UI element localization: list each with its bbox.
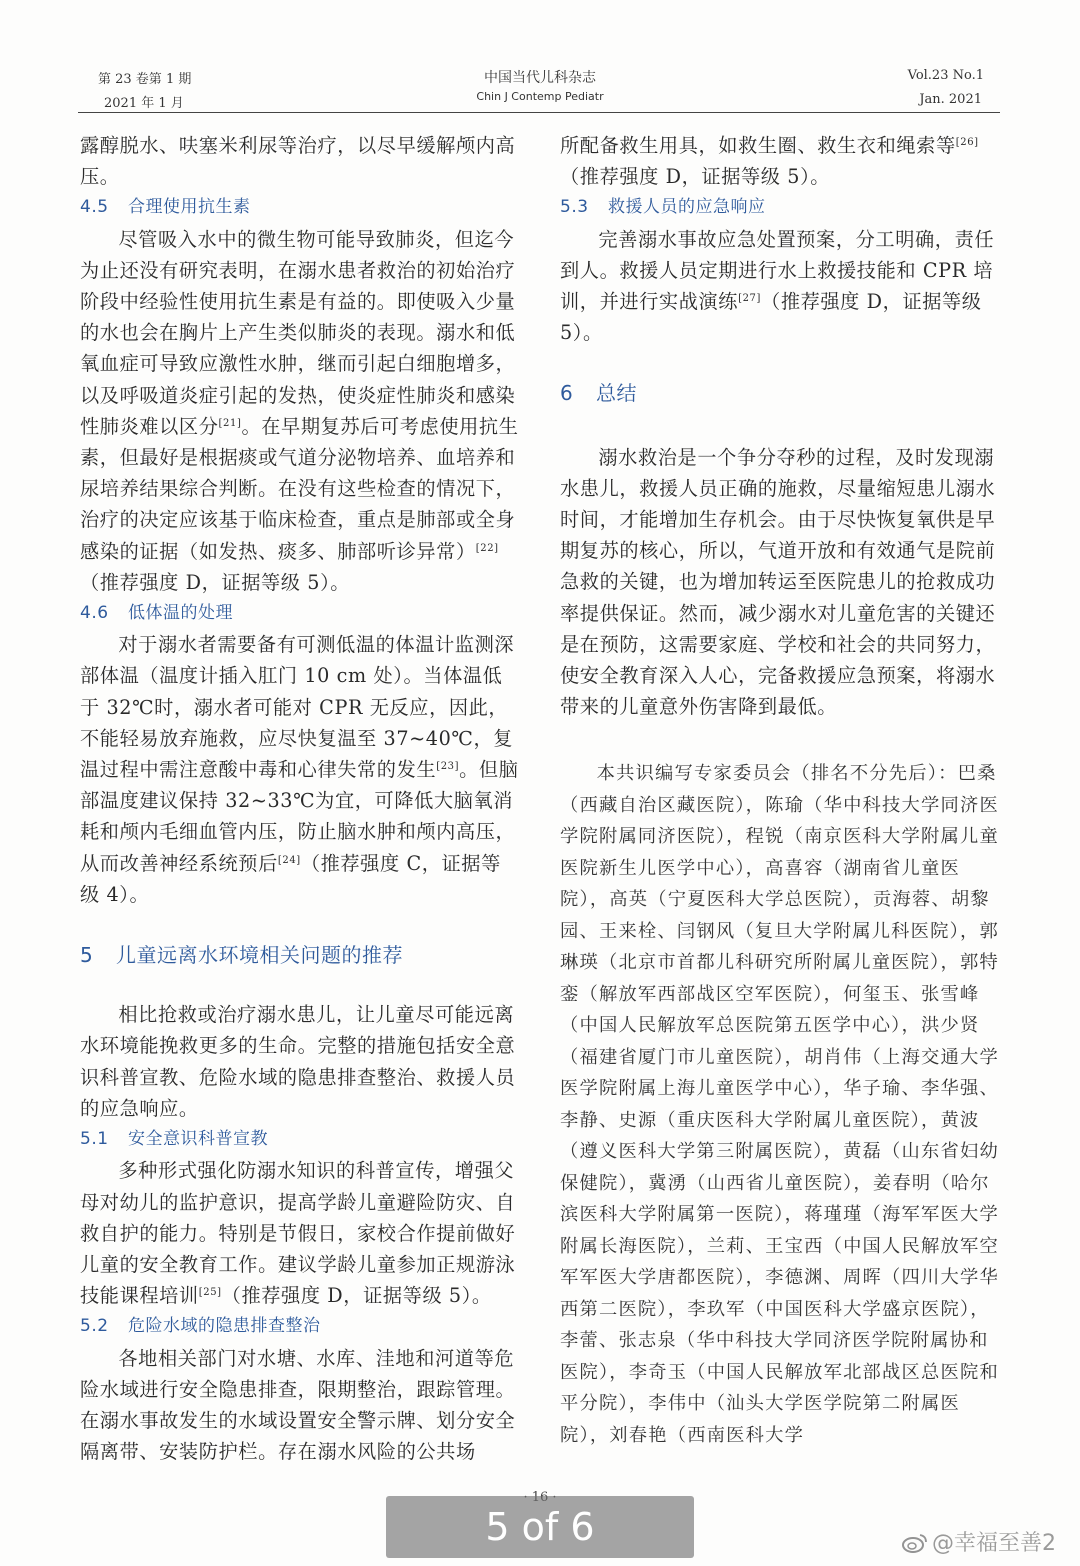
section-heading-5-2: 5.2 危险水域的隐患排查整治 (80, 1316, 321, 1337)
journal-title: 中国当代儿科杂志 (484, 70, 596, 86)
paragraph-6: 溺水救治是一个争分夺秒的过程，及时发现溺水患儿，救援人员正确的施救，尽量缩短患儿溺水时间，才能增加生存机会。由于尽快恢复氧供是早期复苏的核心，所以，气道开放和有效通气是院前急救的关键，也为增加转运至医院患儿的抢救成功率提供保证。然而，减少溺水对儿童危害的关键还是在预防，这需要家庭、学校和社会的共同努力，使安全教育深入人心，完备救援应急预案，将溺水带来的儿童意外伤害降到最低。 (560, 445, 996, 719)
paragraph-continued: 露醇脱水、呋塞米利尿等治疗，以尽早缓解颅内高压。 (80, 134, 516, 189)
citation-27: [27] (738, 293, 762, 305)
watermark: @幸福至善2 (902, 1526, 1056, 1557)
citation-22: [22] (475, 542, 499, 554)
section-heading-4-6: 4.6 低体温的处理 (80, 603, 233, 624)
section-heading-4-5: 4.5 合理使用抗生素 (80, 197, 251, 218)
header-volume: 第 23 卷第 1 期 (98, 72, 192, 87)
section-heading-5-1: 5.1 安全意识科普宣教 (80, 1129, 268, 1150)
paragraph-5-1: 多种形式强化防溺水知识的科普宣传，增强父母对幼儿的监护意识，提高学龄儿童避险防灾、自救自护的能力。特别是节假日，家校合作提前做好儿童的安全教育工作。建议学龄儿童参加正规游泳技能课程培训[25]（推荐强度 D，证据等级 5）。 (80, 1159, 516, 1308)
header-date: 2021 年 1 月 (104, 96, 184, 111)
citation-26: [26] (955, 137, 979, 148)
header-volume-en: Vol.23 No.1 (907, 68, 984, 83)
section-heading-6: 6 总结 (560, 381, 637, 406)
paragraph-4-6: 对于溺水者需要备有可测低温的体温计监测深部体温（温度计插入肛门 10 cm 处）。当体温低于 32℃时，溺水者可能对 CPR 无反应，因此，不能轻易放弃施救，应尽快复温至 37~40℃，复温过程中需注意酸中毒和心律失常的发生[23]。但脑部温度建议保持 32~33℃为宜，可降低大脑氧消耗和颅内毛细血管内压，防止脑水肿和颅内高压，从而改善神经系统预后[24]（推荐强度 C，证据等级 4）。 (80, 633, 519, 906)
weibo-logo-icon (902, 1533, 928, 1553)
paragraph-5: 相比抢救或治疗溺水患儿，让儿童尽可能远离水环境能挽救更多的生命。完整的措施包括安全意识科普宣教、危险水域的隐患排查整治、救援人员的应急响应。 (80, 1003, 516, 1120)
paragraph-4-5: 尽管吸入水中的微生物可能导致肺炎，但迄今为止还没有研究表明，在溺水患者救治的初始治疗阶段中经验性使用抗生素是有益的。即使吸入少量的水也会在胸片上产生类似肺炎的表现。溺水和低氧血症可导致应激性水肿，继而引起白细胞增多，以及呼吸道炎症引起的发热，使炎症性肺炎和感染性肺炎难以区分[21]。在早期复苏后可考虑使用抗生素，但最好是根据痰或气道分泌物培养、血培养和尿培养结果综合判断。在没有这些检查的情况下，治疗的决定应该基于临床检查，重点是肺部或全身感染的证据（如发热、痰多、肺部听诊异常）[22]（推荐强度 D，证据等级 5）。 (80, 227, 519, 594)
running-header (0, 62, 1080, 112)
left-column (80, 130, 520, 1467)
citation-23: [23] (436, 761, 460, 773)
paragraph-5-3: 完善溺水事故应急处置预案，分工明确，责任到人。救援人员定期进行水上救援技能和 CPR 培训，并进行实战演练[27]（推荐强度 D，证据等级 5）。 (560, 227, 995, 345)
page-indicator: 5 of 6 (386, 1496, 694, 1558)
journal-title-en: Chin J Contemp Pediatr (476, 90, 604, 103)
committee-list: 本共识编写专家委员会（排名不分先后）：巴桑（西藏自治区藏医院），陈瑜（华中科技大学同济医学院附属同济医院），程锐（南京医科大学附属儿童医院新生儿医学中心），高喜容（湖南省儿童医院），高英（宁夏医科大学总医院），贡海蓉、胡黎园、王来栓、闫钢风（复旦大学附属儿科医院），郭琳瑛（北京市首都儿科研究所附属儿童医院），郭特銮（解放军西部战区空军医院），何玺玉、张雪峰（中国人民解放军总医院第五医学中心），洪少贤（福建省厦门市儿童医院），胡肖伟（上海交通大学医学院附属上海儿童医学中心），华子瑜、李华强、李静、史源（重庆医科大学附属儿童医院），黄波（遵义医科大学第三附属医院），黄磊（山东省妇幼保健院），冀湧（山西省儿童医院），姜春明（哈尔滨医科大学附属第一医院），蒋瑾瑾（海军军医大学附属长海医院），兰莉、王宝西（中国人民解放军空军军医大学唐都医院），李德渊、周晖（四川大学华西第二医院），李玖军（中国医科大学盛京医院），李蕾、张志泉（华中科技大学同济医学院附属协和医院），李奇玉（中国人民解放军北部战区总医院和平分院），李伟中（汕头大学医学院第二附属医院），刘春艳（西南医科大学 (560, 763, 999, 1446)
section-heading-5: 5 儿童远离水环境相关问题的推荐 (80, 943, 403, 968)
right-column (560, 130, 1000, 1451)
paragraph-5-2: 各地相关部门对水塘、水库、洼地和河道等危险水域进行安全隐患排查，限期整治，跟踪管理。在溺水事故发生的水域设置安全警示牌、划分安全隔离带、安装防护栏。存在溺水风险的公共场 (80, 1346, 516, 1464)
citation-21: [21] (218, 417, 242, 429)
citation-24: [24] (277, 854, 301, 866)
header-rule (78, 112, 1000, 113)
section-heading-5-3: 5.3 救援人员的应急响应 (560, 197, 766, 218)
header-date-en: Jan. 2021 (919, 92, 982, 107)
citation-25: [25] (198, 1287, 222, 1299)
paragraph-continued-right: 所配备救生用具，如救生圈、救生衣和绳索等[26]（推荐强度 D，证据等级 5）。 (560, 134, 979, 189)
